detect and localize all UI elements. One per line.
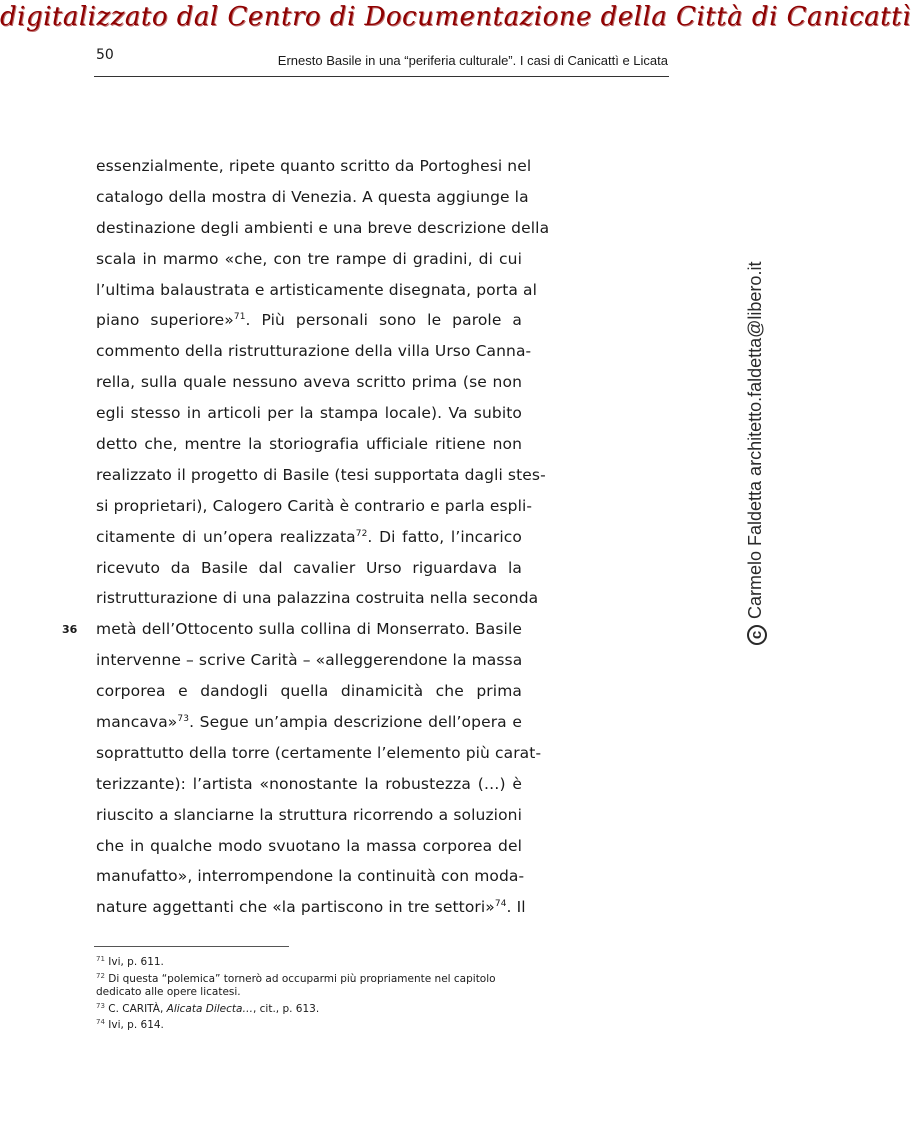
body-line: soprattutto della torre (certamente l’elemento più carat- <box>96 743 542 762</box>
body-line: realizzato il progetto di Basile (tesi supportata dagli stes- <box>96 465 546 484</box>
copyright-watermark <box>745 262 767 645</box>
footnote: $^{74}$ Ivi, p. 614. <box>96 1018 164 1031</box>
body-line: commento della ristrutturazione della villa Urso Canna- <box>96 342 532 361</box>
body-line: che in qualche modo svuotano la massa corporea del <box>96 836 522 855</box>
body-line: nature aggettanti che «la partiscono in tre settori»$^{74}$. Il <box>96 898 526 917</box>
page-number: 50 <box>96 47 114 63</box>
body-line: intervenne – scrive Carità – «alleggerendone la massa <box>96 651 523 670</box>
body-line: manufatto», interrompendone la continuità con moda- <box>96 867 525 886</box>
body-line: ristrutturazione di una palazzina costruita nella seconda <box>96 589 539 608</box>
body-line: destinazione degli ambienti e una breve descrizione della <box>96 218 550 237</box>
body-line: terizzante): l’artista «nonostante la robustezza (…) è <box>96 774 522 793</box>
footnote-ref[interactable]: 74 <box>494 899 507 910</box>
body-line: si proprietari), Calogero Carità è contrario e parla espli- <box>96 496 533 515</box>
body-line: catalogo della mostra di Venezia. A questa aggiunge la <box>96 187 529 206</box>
body-line: detto che, mentre la storiografia ufficiale ritiene non <box>96 435 522 454</box>
body-line: scala in marmo «che, con tre rampe di gradini, di cui <box>96 249 522 268</box>
body-line: essenzialmente, ripete quanto scritto da Portoghesi nel <box>96 157 532 175</box>
footnote-ref[interactable]: 71 <box>233 312 246 323</box>
watermark-text: Carmelo Faldetta architetto.faldetta@libero.it <box>745 261 765 619</box>
running-title: Ernesto Basile in una “periferia culturale”. I casi di Canicattì e Licata <box>277 53 668 68</box>
body-line: piano superiore»$^{71}$. Più personali sono le parole a <box>96 311 523 330</box>
body-line: riuscito a slanciarne la struttura ricorrendo a soluzioni <box>96 805 522 824</box>
body-line: metà dell’Ottocento sulla collina di Monserrato. Basile <box>96 620 522 639</box>
copyright-icon: c <box>747 625 767 645</box>
body-text <box>96 151 550 923</box>
footnote-ref[interactable]: 73 <box>177 714 190 725</box>
digitization-banner: digitalizzato dal Centro di Documentazione della Città di Canicattì <box>0 2 911 32</box>
footnote-divider <box>94 946 289 947</box>
header-divider <box>94 76 669 77</box>
body-line: l’ultima balaustrata e artisticamente disegnata, porta al <box>96 280 538 299</box>
margin-number: 36 <box>62 623 78 636</box>
body-line: rella, sulla quale nessuno aveva scritto prima (se non <box>96 373 522 392</box>
body-line: corporea e dandogli quella dinamicità che prima <box>96 682 522 701</box>
footnote: $^{72}$ Di questa “polemica” tornerò ad occuparmi più propriamente nel capitolo dedicato alle opere licatesi. <box>96 971 496 998</box>
body-line: mancava»$^{73}$. Segue un’ampia descrizione dell’opera e <box>96 713 522 732</box>
footnote-ref[interactable]: 72 <box>355 528 368 539</box>
body-line: ricevuto da Basile dal cavalier Urso riguardava la <box>96 558 522 577</box>
body-line: egli stesso in articoli per la stampa locale). Va subito <box>96 404 522 423</box>
body-line: citamente di un’opera realizzata$^{72}$. Di fatto, l’incarico <box>96 527 522 546</box>
footnote: $^{73}$ C. CARITÀ, Alicata Dilecta…, cit., p. 613. <box>96 1001 320 1015</box>
footnote: $^{71}$ Ivi, p. 611. <box>96 955 164 968</box>
footnotes <box>96 956 526 1036</box>
